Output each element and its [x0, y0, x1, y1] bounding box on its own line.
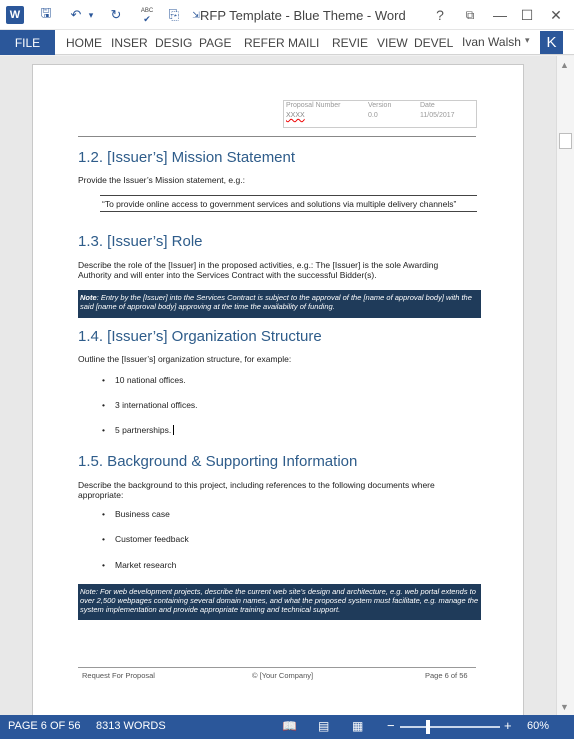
- zoom-slider[interactable]: [400, 726, 500, 728]
- spelling-check-glyph: ✔: [143, 14, 151, 24]
- avatar[interactable]: K: [540, 31, 563, 54]
- bullet-icon: •: [102, 509, 105, 519]
- header-divider: [78, 136, 476, 137]
- zoom-slider-thumb[interactable]: [426, 720, 430, 734]
- bullet-icon: •: [102, 534, 105, 544]
- read-mode-icon[interactable]: 📖: [282, 719, 297, 733]
- document-area[interactable]: [0, 56, 556, 715]
- tab-mailings[interactable]: MAILI: [288, 35, 320, 50]
- tab-references[interactable]: REFER: [244, 35, 285, 50]
- tab-view[interactable]: VIEW: [377, 35, 408, 50]
- spelling-label: ABC: [140, 8, 154, 14]
- customize-toolbar-icon[interactable]: ⇲: [192, 9, 200, 20]
- tab-home[interactable]: HOME: [66, 35, 102, 50]
- role-note-label: Note: [80, 293, 97, 302]
- header-cell-proposal-number: Proposal Number: [286, 102, 341, 109]
- footer-center: © [Your Company]: [252, 671, 314, 680]
- heading-mission-statement: 1.2. [Issuer’s] Mission Statement: [78, 149, 296, 166]
- tab-page-layout[interactable]: PAGE: [199, 35, 232, 50]
- footer-left: Request For Proposal: [82, 671, 155, 680]
- header-value-date: 11/05/2017: [420, 112, 455, 119]
- heading-role: 1.3. [Issuer’s] Role: [78, 233, 203, 250]
- window-title: RFP Template - Blue Theme - Word: [200, 8, 406, 23]
- heading-organization-structure: 1.4. [Issuer’s] Organization Structure: [78, 328, 322, 345]
- status-bar: [0, 715, 574, 739]
- footer-divider: [78, 667, 476, 668]
- tab-insert[interactable]: INSER: [111, 35, 148, 50]
- list-item: 3 international offices.: [115, 400, 198, 410]
- print-layout-icon[interactable]: ▤: [318, 719, 330, 733]
- list-item-text: 5 partnerships.: [115, 425, 172, 435]
- text-cursor: [173, 425, 174, 435]
- tab-review[interactable]: REVIE: [332, 35, 369, 50]
- page-count[interactable]: PAGE 6 OF 56: [8, 720, 81, 732]
- tab-file[interactable]: FILE: [0, 30, 55, 55]
- bullet-icon: •: [102, 560, 105, 570]
- tab-developer[interactable]: DEVEL: [414, 35, 454, 50]
- format-icon[interactable]: ⎘: [168, 7, 180, 22]
- scroll-thumb[interactable]: [559, 133, 572, 149]
- list-item: [115, 425, 174, 435]
- header-value-proposal-number: XXXX: [286, 112, 305, 119]
- zoom-in-icon[interactable]: +: [504, 718, 512, 733]
- minimize-button[interactable]: —: [493, 7, 507, 23]
- ribbon-display-options-button[interactable]: ⧉: [465, 7, 475, 22]
- zoom-out-icon[interactable]: −: [387, 718, 395, 733]
- undo-dropdown-icon[interactable]: ▾: [88, 9, 94, 20]
- list-item: Market research: [115, 560, 177, 570]
- list-item: 10 national offices.: [115, 375, 186, 385]
- list-item: Customer feedback: [115, 534, 189, 544]
- header-cell-date: Date: [420, 102, 435, 109]
- user-name[interactable]: Ivan Walsh: [462, 35, 521, 49]
- undo-icon[interactable]: ↶: [70, 7, 82, 22]
- header-value-version: 0.0: [368, 112, 378, 119]
- save-icon[interactable]: 🖫: [40, 5, 52, 20]
- bullet-icon: •: [102, 425, 105, 435]
- redo-icon[interactable]: ↻: [110, 7, 122, 22]
- list-item: Business case: [115, 509, 170, 519]
- help-button[interactable]: ?: [436, 7, 444, 23]
- header-cell-version: Version: [368, 102, 392, 109]
- vertical-scrollbar[interactable]: [556, 56, 574, 715]
- maximize-button[interactable]: ☐: [520, 6, 534, 23]
- close-button[interactable]: ✕: [550, 6, 562, 23]
- zoom-level[interactable]: 60%: [527, 720, 550, 732]
- ribbon-tabs: [0, 30, 574, 55]
- mission-text: Provide the Issuer’s Mission statement, e.g.:: [78, 175, 245, 185]
- footer-page-number: Page 6 of 56: [425, 671, 468, 680]
- user-dropdown-icon[interactable]: ▾: [525, 35, 530, 45]
- spelling-icon[interactable]: [136, 6, 158, 24]
- document-page[interactable]: [32, 64, 524, 715]
- organization-text: Outline the [Issuer’s] organization structure, for example:: [78, 354, 292, 364]
- header-table: [283, 100, 477, 128]
- word-logo-icon[interactable]: W: [6, 6, 24, 24]
- scroll-down-icon[interactable]: ▼: [560, 702, 569, 712]
- role-text: Describe the role of the [Issuer] in the proposed activities, e.g.: The [Issuer] is the sole Awarding Authority and will enter into the Services Contract with the successful Bidder(s).: [78, 260, 439, 280]
- role-note-text: : Entry by the [Issuer] into the Services Contract is subject to the approval of the [name of approval body] with the said [name of approval body] approving at the time the availability of funding.: [80, 293, 472, 311]
- tab-design[interactable]: DESIG: [155, 35, 193, 50]
- bullet-icon: •: [102, 375, 105, 385]
- web-layout-icon[interactable]: ▦: [352, 719, 364, 733]
- bullet-icon: •: [102, 400, 105, 410]
- title-bar: [0, 0, 574, 30]
- mission-quote: “To provide online access to government services and solutions via multiple delivery channels”: [100, 195, 477, 212]
- word-count[interactable]: 8313 WORDS: [96, 720, 166, 732]
- background-note-box: Note: For web development projects, describe the current web site’s design and architecture, e.g. web portal extends to over 2,500 webpages containing several domain names, and what the proposed system must facilitate, e.g. manage the system implementation and provide appropriate training and technical support.: [78, 584, 481, 620]
- heading-background: 1.5. Background & Supporting Information: [78, 453, 358, 470]
- scroll-up-icon[interactable]: ▲: [560, 60, 569, 70]
- role-note-box: [78, 290, 481, 318]
- background-text: Describe the background to this project, including references to the following documents where appropriate:: [78, 480, 435, 500]
